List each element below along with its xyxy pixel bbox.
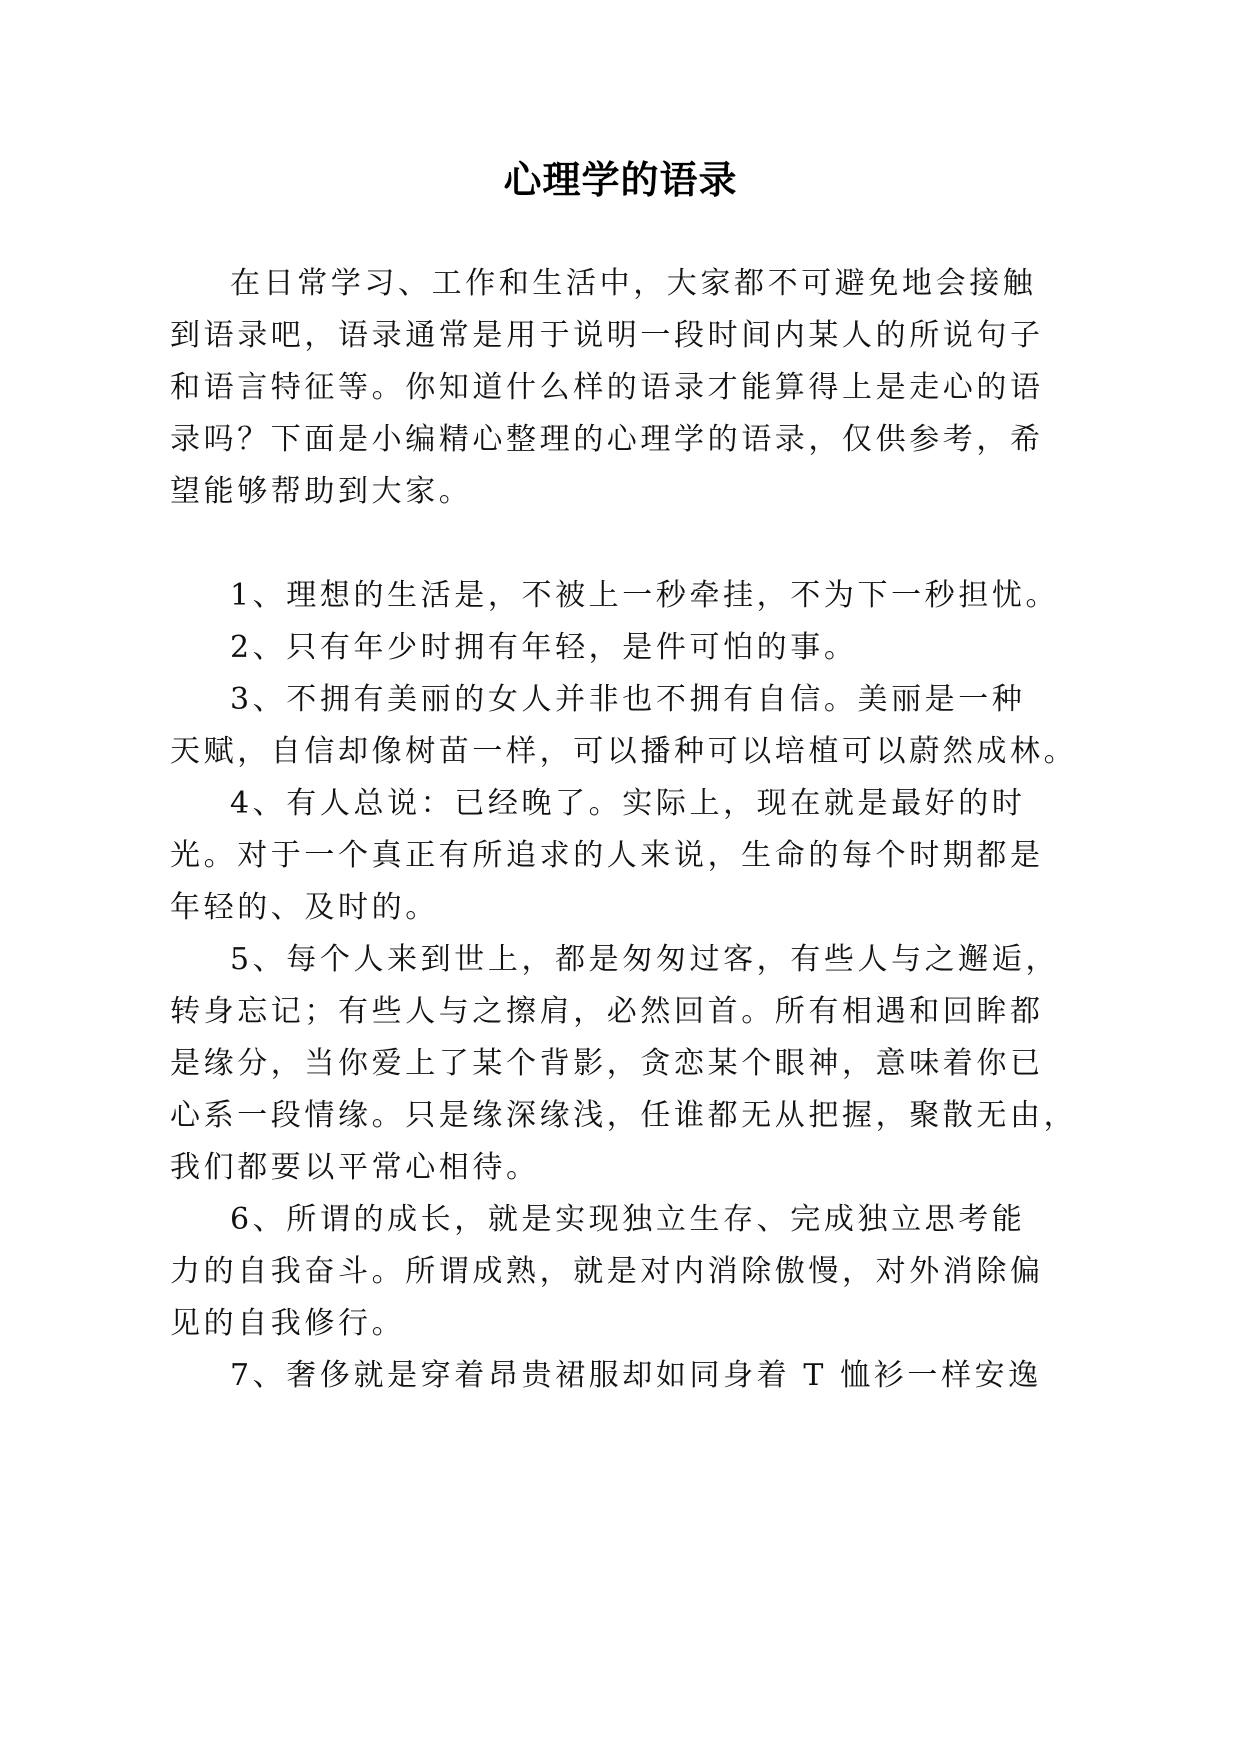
quote-6-line-1: 6、所谓的成长，就是实现独立生存、完成独立思考能 <box>230 1202 1026 1237</box>
quote-3-line-2: 天赋，自信却像树苗一样，可以播种可以培植可以蔚然成林。 <box>170 734 1078 769</box>
quote-1-line-1: 1、理想的生活是，不被上一秒牵挂，不为下一秒担忧。 <box>230 578 1060 613</box>
intro-line-3: 和语言特征等。你知道什么样的语录才能算得上是走心的语 <box>170 370 1044 405</box>
quote-4-line-2: 光。对于一个真正有所追求的人来说，生命的每个时期都是 <box>170 838 1044 873</box>
quote-5-line-1: 5、每个人来到世上，都是匆匆过客，有些人与之邂逅， <box>230 942 1060 977</box>
intro-line-2: 到语录吧，语录通常是用于说明一段时间内某人的所说句子 <box>170 318 1044 353</box>
quote-4-line-1: 4、有人总说：已经晚了。实际上，现在就是最好的时 <box>230 786 1026 821</box>
quote-6-line-2: 力的自我奋斗。所谓成熟，就是对内消除傲慢，对外消除偏 <box>170 1254 1044 1289</box>
quote-2-line-1: 2、只有年少时拥有年轻，是件可怕的事。 <box>230 630 858 665</box>
intro-line-5: 望能够帮助到大家。 <box>170 474 473 509</box>
quote-5-line-3: 是缘分，当你爱上了某个背影，贪恋某个眼神，意味着你已 <box>170 1046 1044 1081</box>
document-title: 心理学的语录 <box>503 158 738 202</box>
quote-5-line-4: 心系一段情缘。只是缘深缘浅，任谁都无从把握，聚散无由， <box>170 1098 1078 1133</box>
quote-4-line-3: 年轻的、及时的。 <box>170 890 439 925</box>
intro-line-4: 录吗？下面是小编精心整理的心理学的语录，仅供参考，希 <box>170 422 1044 457</box>
quote-3-line-1: 3、不拥有美丽的女人并非也不拥有自信。美丽是一种 <box>230 682 1026 717</box>
quote-7-line-1: 7、奢侈就是穿着昂贵裙服却如同身着 T 恤衫一样安逸 <box>230 1358 1042 1393</box>
quote-5-line-5: 我们都要以平常心相待。 <box>170 1150 540 1185</box>
quote-6-line-3: 见的自我修行。 <box>170 1306 406 1341</box>
intro-line-1: 在日常学习、工作和生活中，大家都不可避免地会接触 <box>230 266 1037 301</box>
quote-5-line-2: 转身忘记；有些人与之擦肩，必然回首。所有相遇和回眸都 <box>170 994 1044 1029</box>
